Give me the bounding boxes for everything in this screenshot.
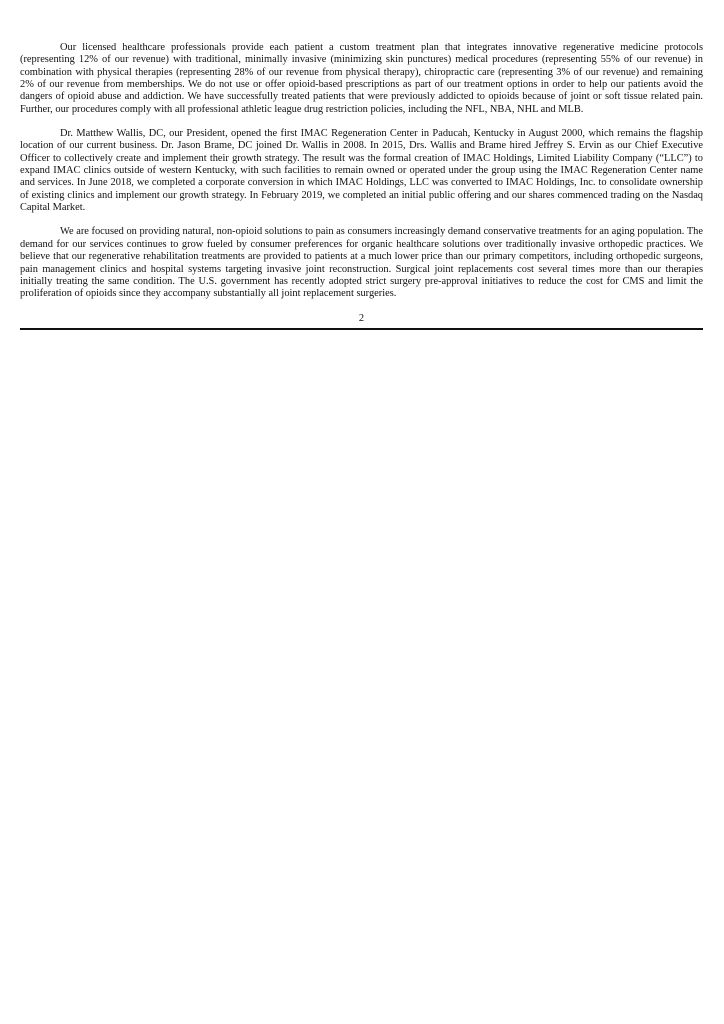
page-divider — [20, 328, 703, 330]
paragraph-company-history: Dr. Matthew Wallis, DC, our President, opened the first IMAC Regeneration Center in Paducah, Kentucky in August 2000, which remains the flagship location of our current business. Dr. Jason Brame, DC joined Dr. Wallis in 2008. In 2015, Drs. Wallis and Brame hired Jeffrey S. Ervin as our Chief Executive Officer to collectively create and implement their growth strategy. The result was the formal creation of IMAC Holdings, Limited Liability Company (“LLC”) to expand IMAC clinics outside of western Kentucky, with such facilities to remain owned or operated under the group using the IMAC Regeneration Center name and services. In June 2018, we completed a corporate conversion in which IMAC Holdings, LLC was converted to IMAC Holdings, Inc. to consolidate ownership of existing clinics and implement our growth strategy. In February 2019, we completed an initial public offering and our shares commenced trading on the Nasdaq Capital Market. — [20, 128, 703, 214]
page-number: 2 — [358, 312, 365, 324]
paragraph-treatment-plans: Our licensed healthcare professionals provide each patient a custom treatment plan that integrates innovative regenerative medicine protocols (representing 12% of our revenue) with traditional, minimally invasive (minimizing skin punctures) medical procedures (representing 55% of our revenue) in combination with physical therapies (representing 28% of our revenue from physical therapy), chiropractic care (representing 3% of our revenue) and remaining 2% of our revenue from memberships. We do not use or offer opioid-based prescriptions as part of our treatment options in order to help our patients avoid the dangers of opioid abuse and addiction. We have successfully treated patients that were previously addicted to opioids because of joint or soft tissue related pain. Further, our procedures comply with all professional athletic league drug restriction policies, including the NFL, NBA, NHL and MLB. — [20, 42, 703, 115]
paragraph-market-focus: We are focused on providing natural, non-opioid solutions to pain as consumers increasingly demand conservative treatments for an aging population. The demand for our services continues to grow fueled by consumer preferences for organic healthcare solutions over traditionally invasive orthopedic practices. We believe that our regenerative rehabilitation treatments are provided to patients at a much lower price than our primary competitors, including orthopedic surgeons, pain management clinics and hospital systems targeting invasive joint reconstruction. Surgical joint replacements cost several times more than our therapies initially treating the same condition. The U.S. government has recently adopted strict surgery pre-approval initiatives to reduce the cost for CMS and limit the proliferation of opioids since they accompany substantially all joint replacement surgeries. — [20, 226, 703, 300]
document-page — [20, 42, 703, 338]
